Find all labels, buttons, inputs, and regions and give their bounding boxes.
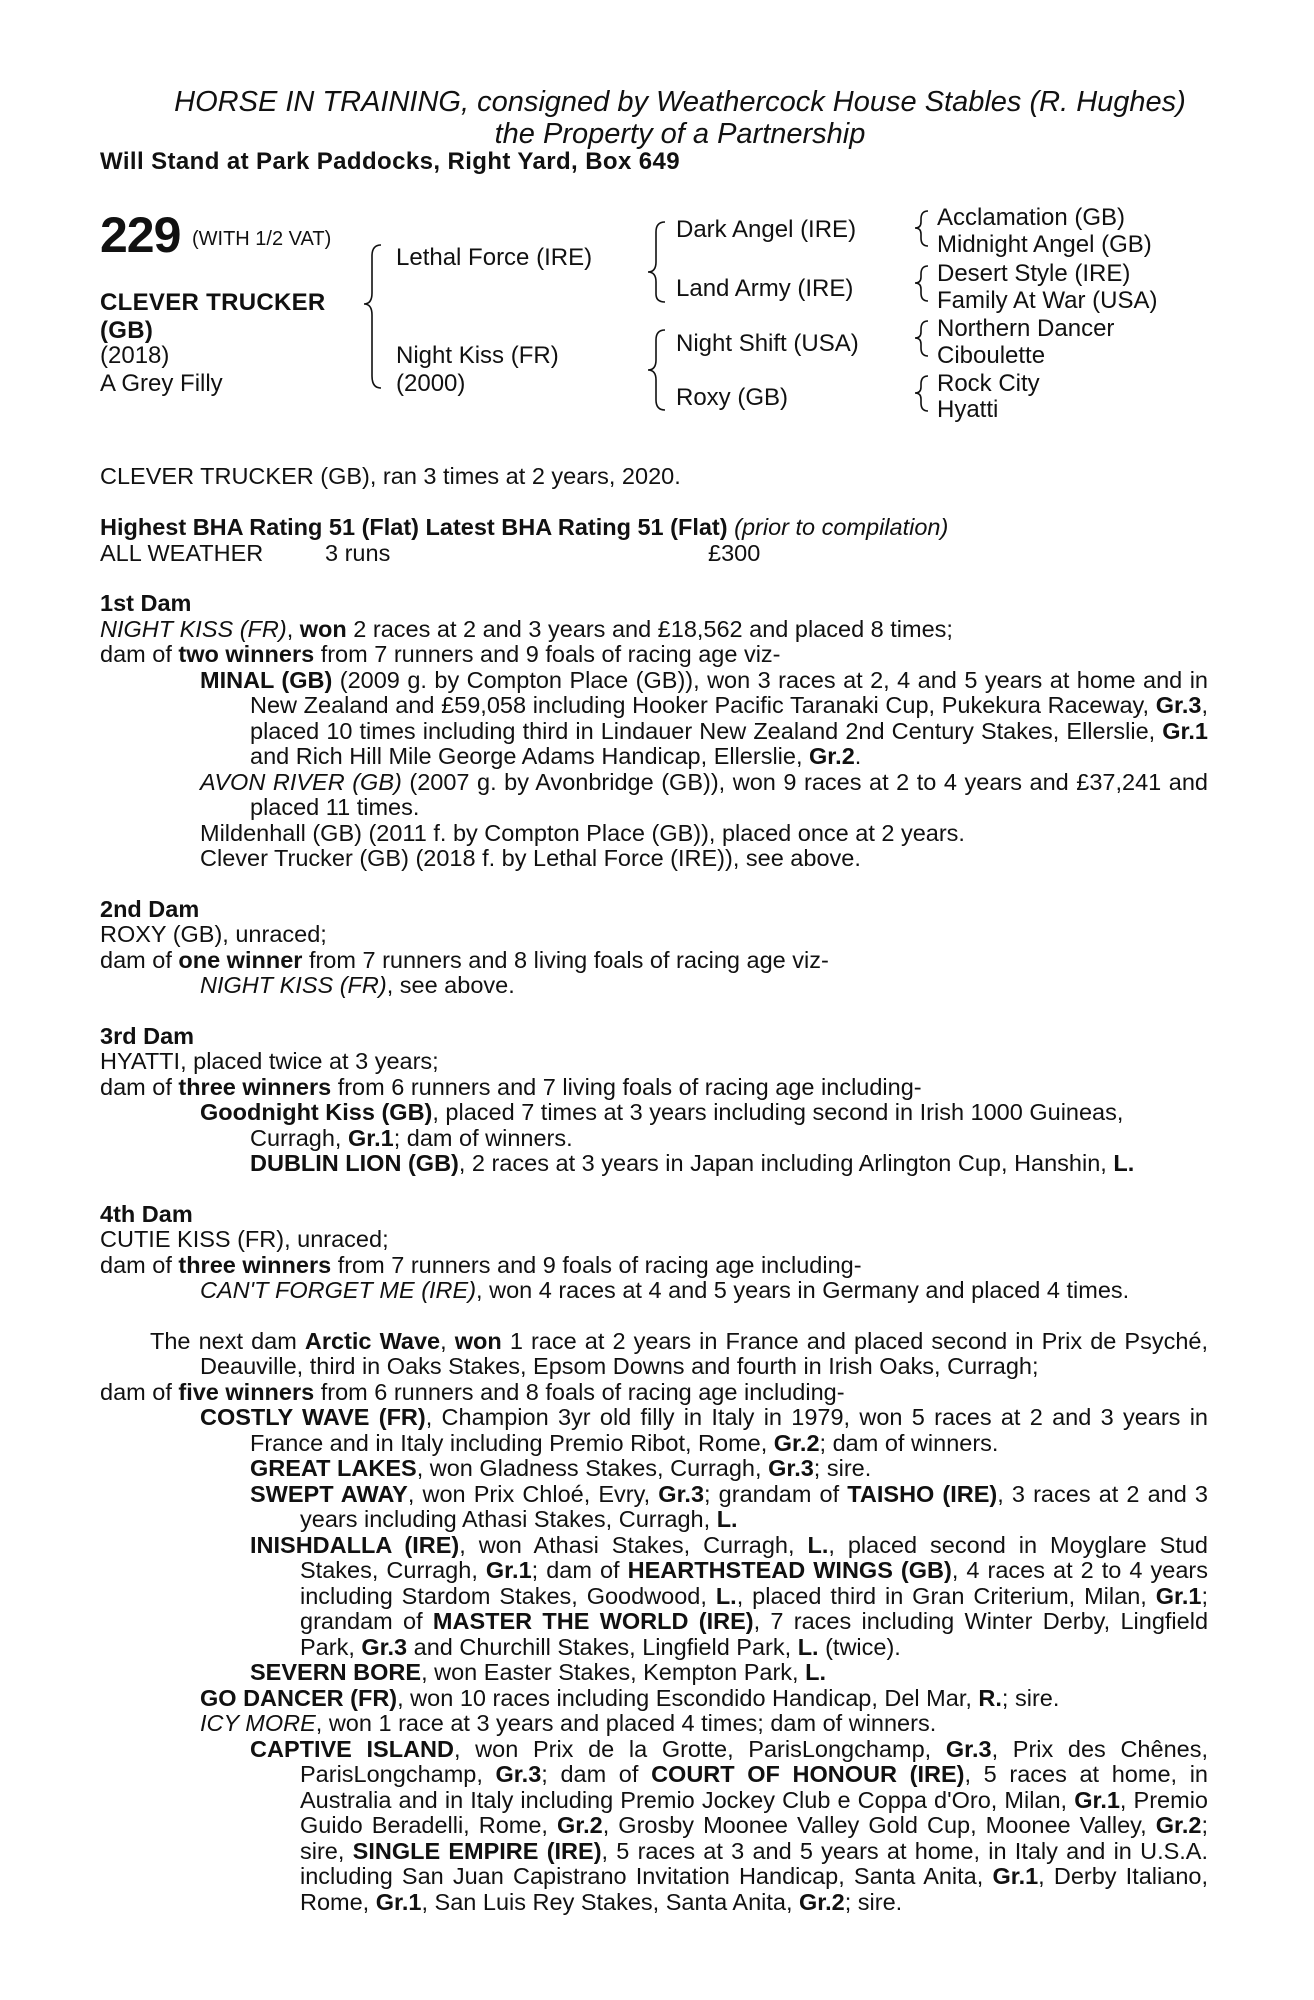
rating-line — [100, 515, 1208, 541]
dam3-produce-summary: dam of three winners from 6 runners and 7 living foals of racing age including- — [100, 1073, 922, 1100]
consignor-line: HORSE IN TRAINING, consigned by Weathercock House Stables (R. Hughes) — [174, 86, 1186, 118]
pedigree-dam-sire: Night Shift (USA) — [676, 330, 859, 357]
produce-entry: SEVERN BORE, won Easter Stakes, Kempton Park, L. — [250, 1659, 826, 1685]
horse-name: CLEVER TRUCKER — [100, 289, 326, 316]
horse-country: (GB) — [100, 317, 154, 344]
all-weather-line — [100, 541, 1208, 567]
produce-entry: CAPTIVE ISLAND, won Prix de la Grotte, ParisLongchamp, Gr.3, Prix des Chênes, ParisLongchamp, Gr.3; dam of COURT OF HONOUR (IRE), 5 races at home, in Australia and in Italy including Premio Jockey Club e Coppa d'Oro, Milan, Gr.1, Premio Guido Beradelli, Rome, Gr.2, Grosby Moonee Valley Gold Cup, Moonee Valley, Gr.2; sire, SINGLE EMPIRE (IRE), 5 races at 3 and 5 years at home, in Italy and in U.S.A. including San Juan Capistrano Invitation Handicap, Santa Anita, Gr.1, Derby Italiano, Rome, Gr.1, San Luis Rey Stakes, Santa Anita, Gr.2; sire. — [250, 1735, 1209, 1915]
horse-description: A Grey Filly — [100, 370, 223, 397]
rating-block — [100, 515, 1208, 567]
dam1-record: NIGHT KISS (FR), won 2 races at 2 and 3 years and £18,562 and placed 8 times; — [100, 615, 953, 642]
pedigree-g3: Desert Style (IRE) — [937, 260, 1131, 287]
pedigree-g8: Hyatti — [937, 396, 999, 423]
pedigree-dam-year: (2000) — [396, 370, 466, 397]
produce-entry: INISHDALLA (IRE), won Athasi Stakes, Curragh, L., placed second in Moyglare Stud Stakes, Curragh, Gr.1; dam of HEARTHSTEAD WINGS (GB), 4 races at 2 to 4 years including Stardom Stakes, Goodwood, L., placed third in Gran Criterium, Milan, Gr.1; grandam of MASTER THE WORLD (IRE), 7 races including Winter Derby, Lingfield Park, Gr.3 and Churchill Stakes, Lingfield Park, L. (twice). — [250, 1531, 1209, 1660]
next-dam-record: The next dam Arctic Wave, won 1 race at 2 years in France and placed second in Prix de Psyché, Deauville, third in Oaks Stakes, Epsom Downs and fourth in Irish Oaks, Curragh; — [150, 1327, 1209, 1379]
ran-line: CLEVER TRUCKER (GB), ran 3 times at 2 years, 2020. — [100, 463, 681, 489]
dam2-record: ROXY (GB), unraced; — [100, 921, 327, 947]
produce-entry: NIGHT KISS (FR), see above. — [200, 972, 515, 998]
produce-entry: Goodnight Kiss (GB), placed 7 times at 3 years including second in Irish 1000 Guineas, Curragh, Gr.1; dam of winners. — [200, 1099, 1124, 1151]
section-heading-1st-dam: 1st Dam — [100, 590, 192, 616]
produce-entry: GO DANCER (FR), won 10 races including Escondido Handicap, Del Mar, R.; sire. — [200, 1684, 1060, 1711]
pedigree-g2: Midnight Angel (GB) — [937, 231, 1152, 258]
produce-entry: CAN'T FORGET ME (IRE), won 4 races at 4 and 5 years in Germany and placed 4 times. — [200, 1277, 1130, 1303]
pedigree-dam: Night Kiss (FR) — [396, 342, 559, 369]
produce-entry: GREAT LAKES, won Gladness Stakes, Curragh, Gr.3; sire. — [250, 1455, 872, 1481]
pedigree-sire-dam: Land Army (IRE) — [676, 275, 854, 302]
dam4-produce-summary: dam of three winners from 7 runners and 9 foals of racing age including- — [100, 1251, 862, 1278]
stand-location: Will Stand at Park Paddocks, Right Yard, Box 649 — [100, 148, 681, 175]
produce-entry: MINAL (GB) (2009 g. by Compton Place (GB)), won 3 races at 2, 4 and 5 years at home and in New Zealand and £59,058 including Hooker Pacific Taranaki Cup, Pukekura Raceway, Gr.3, placed 10 times including third in Lindauer New Zealand 2nd Century Stakes, Ellerslie, Gr.1 and Rich Hill Mile George Adams Handicap, Ellerslie, Gr.2. — [200, 666, 1208, 769]
rating-bold: Highest BHA Rating 51 (Flat) Latest BHA Rating 51 (Flat) — [100, 514, 728, 540]
dam3-record: HYATTI, placed twice at 3 years; — [100, 1048, 439, 1074]
foaling-year: (2018) — [100, 342, 170, 369]
produce-entry: ICY MORE, won 1 race at 3 years and placed 4 times; dam of winners. — [200, 1710, 937, 1736]
produce-entry: SWEPT AWAY, won Prix Chloé, Evry, Gr.3; grandam of TAISHO (IRE), 3 races at 2 and 3 years including Athasi Stakes, Curragh, L. — [250, 1480, 1209, 1532]
pedigree-dam-dam: Roxy (GB) — [676, 384, 789, 411]
pedigree-g1: Acclamation (GB) — [937, 204, 1126, 231]
aw-label: ALL WEATHER — [100, 539, 264, 566]
produce-entry: COSTLY WAVE (FR), Champion 3yr old filly in Italy in 1979, won 5 races at 2 and 3 years in France and in Italy including Premio Ribot, Rome, Gr.2; dam of winners. — [200, 1404, 1208, 1456]
aw-runs: 3 runs — [325, 539, 391, 566]
pedigree-sire: Lethal Force (IRE) — [396, 244, 593, 271]
produce-entry: Mildenhall (GB) (2011 f. by Compton Place (GB)), placed once at 2 years. — [200, 819, 965, 846]
produce-entry: AVON RIVER (GB) (2007 g. by Avonbridge (GB)), won 9 races at 2 to 4 years and £37,241 and placed 11 times. — [200, 768, 1208, 820]
property-line: the Property of a Partnership — [494, 118, 866, 150]
family-notes — [100, 591, 1208, 1915]
pedigree-g6: Ciboulette — [937, 342, 1046, 369]
pedigree-g4: Family At War (USA) — [937, 287, 1158, 314]
pedigree-g5: Northern Dancer — [937, 315, 1115, 342]
section-heading-3rd-dam: 3rd Dam — [100, 1022, 195, 1049]
produce-entry: Clever Trucker (GB) (2018 f. by Lethal Force (IRE)), see above. — [200, 845, 861, 871]
pedigree-sire-sire: Dark Angel (IRE) — [676, 216, 857, 243]
dam1-produce-summary: dam of two winners from 7 runners and 9 foals of racing age viz- — [100, 641, 781, 667]
lot-number: 229 — [100, 207, 181, 263]
pedigree-g7: Rock City — [937, 370, 1040, 397]
produce-entry: DUBLIN LION (GB), 2 races at 3 years in Japan including Arlington Cup, Hanshin, L. — [250, 1150, 1135, 1176]
vat-note: (WITH 1/2 VAT) — [192, 228, 332, 250]
section-heading-4th-dam: 4th Dam — [100, 1200, 193, 1227]
aw-amount: £300 — [708, 539, 761, 566]
next-dam-produce-summary: dam of five winners from 6 runners and 8 foals of racing age including- — [100, 1378, 845, 1405]
race-summary — [100, 464, 1208, 490]
dam4-record: CUTIE KISS (FR), unraced; — [100, 1226, 389, 1252]
section-heading-2nd-dam: 2nd Dam — [100, 895, 200, 922]
rating-note: (prior to compilation) — [734, 514, 949, 540]
dam2-produce-summary: dam of one winner from 7 runners and 8 living foals of racing age viz- — [100, 946, 829, 973]
